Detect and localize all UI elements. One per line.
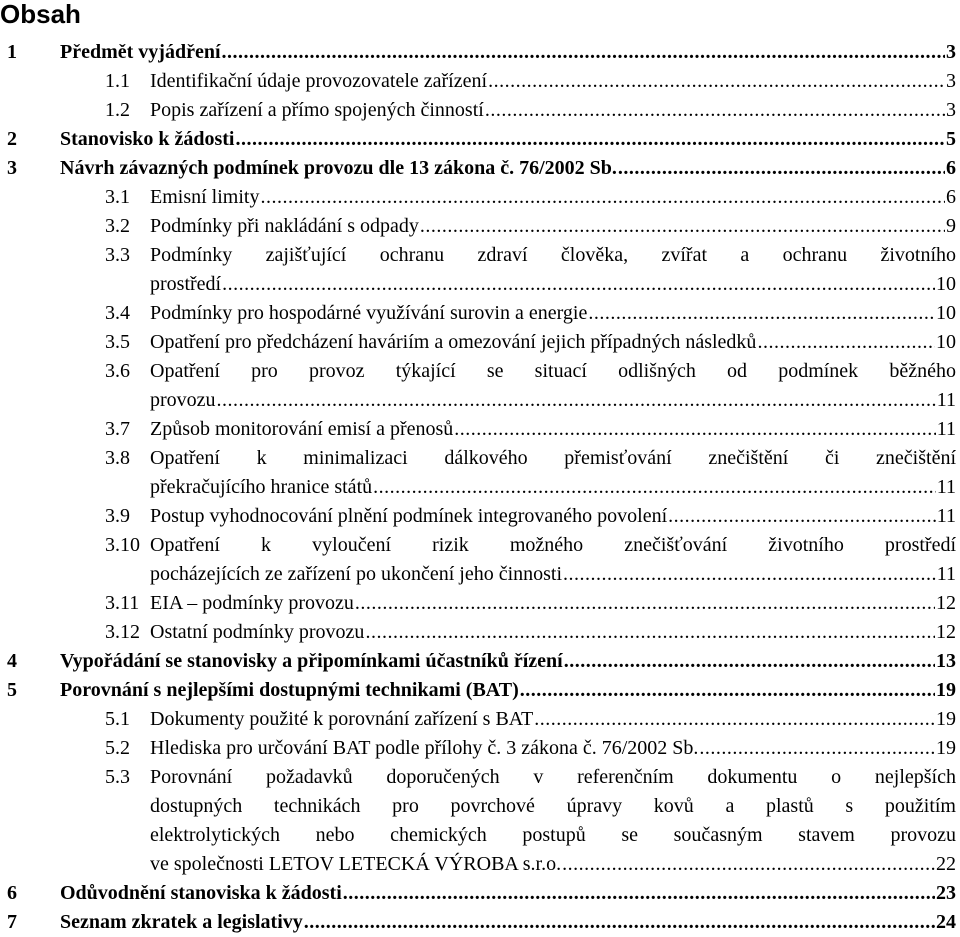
toc-entry-page: 24 <box>936 911 956 933</box>
toc-entry[interactable] <box>0 96 960 125</box>
toc-entry-number: 7 <box>7 911 17 933</box>
toc-entry-title: Podmínky zajišťující ochranu zdraví člověka, zvířat a ochranu životního <box>150 244 956 266</box>
dot-leader <box>343 879 935 908</box>
dot-leader <box>488 67 945 96</box>
toc-entry[interactable] <box>0 154 960 183</box>
toc-entry-page: 11 <box>936 476 956 498</box>
dot-leader <box>420 212 945 241</box>
toc-entry-number: 3.1 <box>105 186 130 208</box>
toc-entry-number: 5.2 <box>105 737 130 759</box>
toc-entry-title: Opatření pro provoz týkající se situací odlišných od podmínek běžného <box>150 360 956 382</box>
toc-entry[interactable] <box>0 734 960 763</box>
toc-entry[interactable] <box>0 328 960 357</box>
toc-entry[interactable] <box>0 241 960 299</box>
dot-leader <box>485 96 945 125</box>
toc-entry-title: Identifikační údaje provozovatele zařízení <box>150 70 488 92</box>
dot-leader <box>563 560 936 589</box>
toc-entry-number: 3.4 <box>105 302 130 324</box>
toc-entry-title: Způsob monitorování emisí a přenosů <box>150 418 454 440</box>
toc-entry-number: 3.2 <box>105 215 130 237</box>
toc-entry-title: ve společnosti LETOV LETECKÁ VÝROBA s.r.o. <box>150 853 562 875</box>
toc-entry[interactable] <box>0 502 960 531</box>
toc-entry-title: Návrh závazných podmínek provozu dle 13 zákona č. 76/2002 Sb. <box>60 157 617 179</box>
toc-entry[interactable] <box>0 67 960 96</box>
toc-entry-title: EIA – podmínky provozu <box>150 592 354 614</box>
dot-leader <box>217 386 936 415</box>
toc-entry-page: 12 <box>936 592 956 614</box>
toc-entry-number: 3.3 <box>105 244 130 266</box>
dot-leader <box>564 647 935 676</box>
toc-entry-page: 23 <box>936 882 956 904</box>
toc-entry-title: provozu <box>150 389 216 411</box>
toc-entry-page: 22 <box>936 853 956 875</box>
toc-entry-number: 6 <box>7 882 17 904</box>
toc-entry-page: 3 <box>946 99 956 121</box>
toc-entry-page: 19 <box>936 708 956 730</box>
toc-entry-page: 19 <box>936 679 956 701</box>
toc-entry-page: 10 <box>936 302 956 324</box>
dot-leader <box>699 734 935 763</box>
toc-entry[interactable] <box>0 357 960 415</box>
toc-entry[interactable] <box>0 444 960 502</box>
toc-entry-page: 9 <box>946 215 956 237</box>
toc-entry-page: 10 <box>936 331 956 353</box>
dot-leader <box>520 676 935 705</box>
dot-leader <box>454 415 935 444</box>
toc-entry-page: 13 <box>936 650 956 672</box>
toc-entry-title: Dokumenty použité k porovnání zařízení s BAT <box>150 708 534 730</box>
toc-entry[interactable] <box>0 38 960 67</box>
toc-entry-title: Postup vyhodnocování plnění podmínek integrovaného povolení <box>150 505 668 527</box>
toc-entry-number: 5.3 <box>105 766 130 788</box>
toc-entry-title: Odůvodnění stanoviska k žádosti <box>60 882 342 904</box>
toc-entry[interactable] <box>0 647 960 676</box>
dot-leader <box>373 473 936 502</box>
page-title: Obsah <box>0 0 81 29</box>
toc-entry-title: Stanovisko k žádosti <box>60 128 235 150</box>
toc-entry-title: elektrolytických nebo chemických postupů se současným stavem provozu <box>150 824 956 846</box>
toc-entry-number: 2 <box>7 128 17 150</box>
toc-entry[interactable] <box>0 299 960 328</box>
toc-entry-title: Popis zařízení a přímo spojených činností <box>150 99 484 121</box>
toc-entry-page: 5 <box>946 128 956 150</box>
dot-leader <box>260 183 945 212</box>
toc-entry-number: 3 <box>7 157 17 179</box>
toc-entry-number: 3.6 <box>105 360 130 382</box>
toc-entry[interactable] <box>0 618 960 647</box>
toc-entry-number: 3.8 <box>105 447 130 469</box>
toc-entry-page: 11 <box>936 563 956 585</box>
toc-entry[interactable] <box>0 763 960 879</box>
toc-entry-number: 5.1 <box>105 708 130 730</box>
toc-entry-title: Podmínky pro hospodárné využívání surovin a energie <box>150 302 588 324</box>
toc-entry-number: 3.5 <box>105 331 130 353</box>
toc-entry-title: Porovnání s nejlepšími dostupnými technikami (BAT) <box>60 679 519 701</box>
toc-entry-page: 11 <box>936 418 956 440</box>
toc-entry[interactable] <box>0 879 960 908</box>
dot-leader <box>757 328 935 357</box>
toc-entry-number: 3.12 <box>105 621 140 643</box>
toc-entry-page: 19 <box>936 737 956 759</box>
toc-entry-page: 12 <box>936 621 956 643</box>
toc-entry-number: 3.10 <box>105 534 140 556</box>
toc-entry[interactable] <box>0 589 960 618</box>
toc-entry-number: 3.7 <box>105 418 130 440</box>
toc-entry-number: 1 <box>7 41 17 63</box>
toc-entry-title: Hlediska pro určování BAT podle přílohy č. 3 zákona č. 76/2002 Sb. <box>150 737 699 759</box>
dot-leader <box>534 705 935 734</box>
dot-leader <box>618 154 945 183</box>
dot-leader <box>365 618 935 647</box>
toc-entry-title: dostupných technikách pro povrchové úpravy kovů a plastů s použitím <box>150 795 956 817</box>
toc-entry-title: překračujícího hranice států <box>150 476 373 498</box>
toc-entry-title: Podmínky při nakládání s odpady <box>150 215 419 237</box>
toc-entry-title: Opatření k minimalizaci dálkového přemisťování znečištění či znečištění <box>150 447 956 469</box>
toc-entry[interactable] <box>0 183 960 212</box>
toc-entry-number: 1.1 <box>105 70 130 92</box>
toc-entry-title: Emisní limity <box>150 186 260 208</box>
toc-entry[interactable] <box>0 908 960 937</box>
toc-entry-page: 11 <box>936 505 956 527</box>
dot-leader <box>304 908 935 937</box>
toc-entry-title: Ostatní podmínky provozu <box>150 621 365 643</box>
toc-entry-title: Porovnání požadavků doporučených v referenčním dokumentu o nejlepších <box>150 766 956 788</box>
toc-entry-title: Seznam zkratek a legislativy <box>60 911 303 933</box>
toc-entry[interactable] <box>0 705 960 734</box>
toc-entry-title: pocházejících ze zařízení po ukončení jeho činnosti <box>150 563 563 585</box>
toc-entry-number: 5 <box>7 679 17 701</box>
toc-entry-title: Opatření pro předcházení haváriím a omezování jejich případných následků <box>150 331 757 353</box>
toc-entry[interactable] <box>0 212 960 241</box>
toc-entry-number: 4 <box>7 650 17 672</box>
toc-entry-page: 3 <box>946 70 956 92</box>
dot-leader <box>562 850 935 879</box>
toc-entry[interactable] <box>0 531 960 589</box>
toc-entry-page: 11 <box>936 389 956 411</box>
toc-entry-page: 6 <box>946 157 956 179</box>
dot-leader <box>668 502 936 531</box>
toc-entry[interactable] <box>0 415 960 444</box>
toc-entry-number: 3.9 <box>105 505 130 527</box>
dot-leader <box>236 125 946 154</box>
toc-entry-number: 1.2 <box>105 99 130 121</box>
dot-leader <box>222 38 945 67</box>
toc-entry-title: Vypořádání se stanovisky a připomínkami účastníků řízení <box>60 650 563 672</box>
toc-entry-page: 6 <box>946 186 956 208</box>
dot-leader <box>355 589 935 618</box>
toc-entry[interactable] <box>0 125 960 154</box>
toc-entry-number: 3.11 <box>105 592 140 614</box>
toc-entry-title: Předmět vyjádření <box>60 41 221 63</box>
toc-entry[interactable] <box>0 676 960 705</box>
dot-leader <box>222 270 935 299</box>
toc-entry-title: prostředí <box>150 273 222 295</box>
table-of-contents <box>0 38 960 937</box>
toc-entry-page: 10 <box>936 273 956 295</box>
toc-entry-title: Opatření k vyloučení rizik možného znečišťování životního prostředí <box>150 534 956 556</box>
toc-entry-page: 3 <box>946 41 956 63</box>
dot-leader <box>588 299 935 328</box>
